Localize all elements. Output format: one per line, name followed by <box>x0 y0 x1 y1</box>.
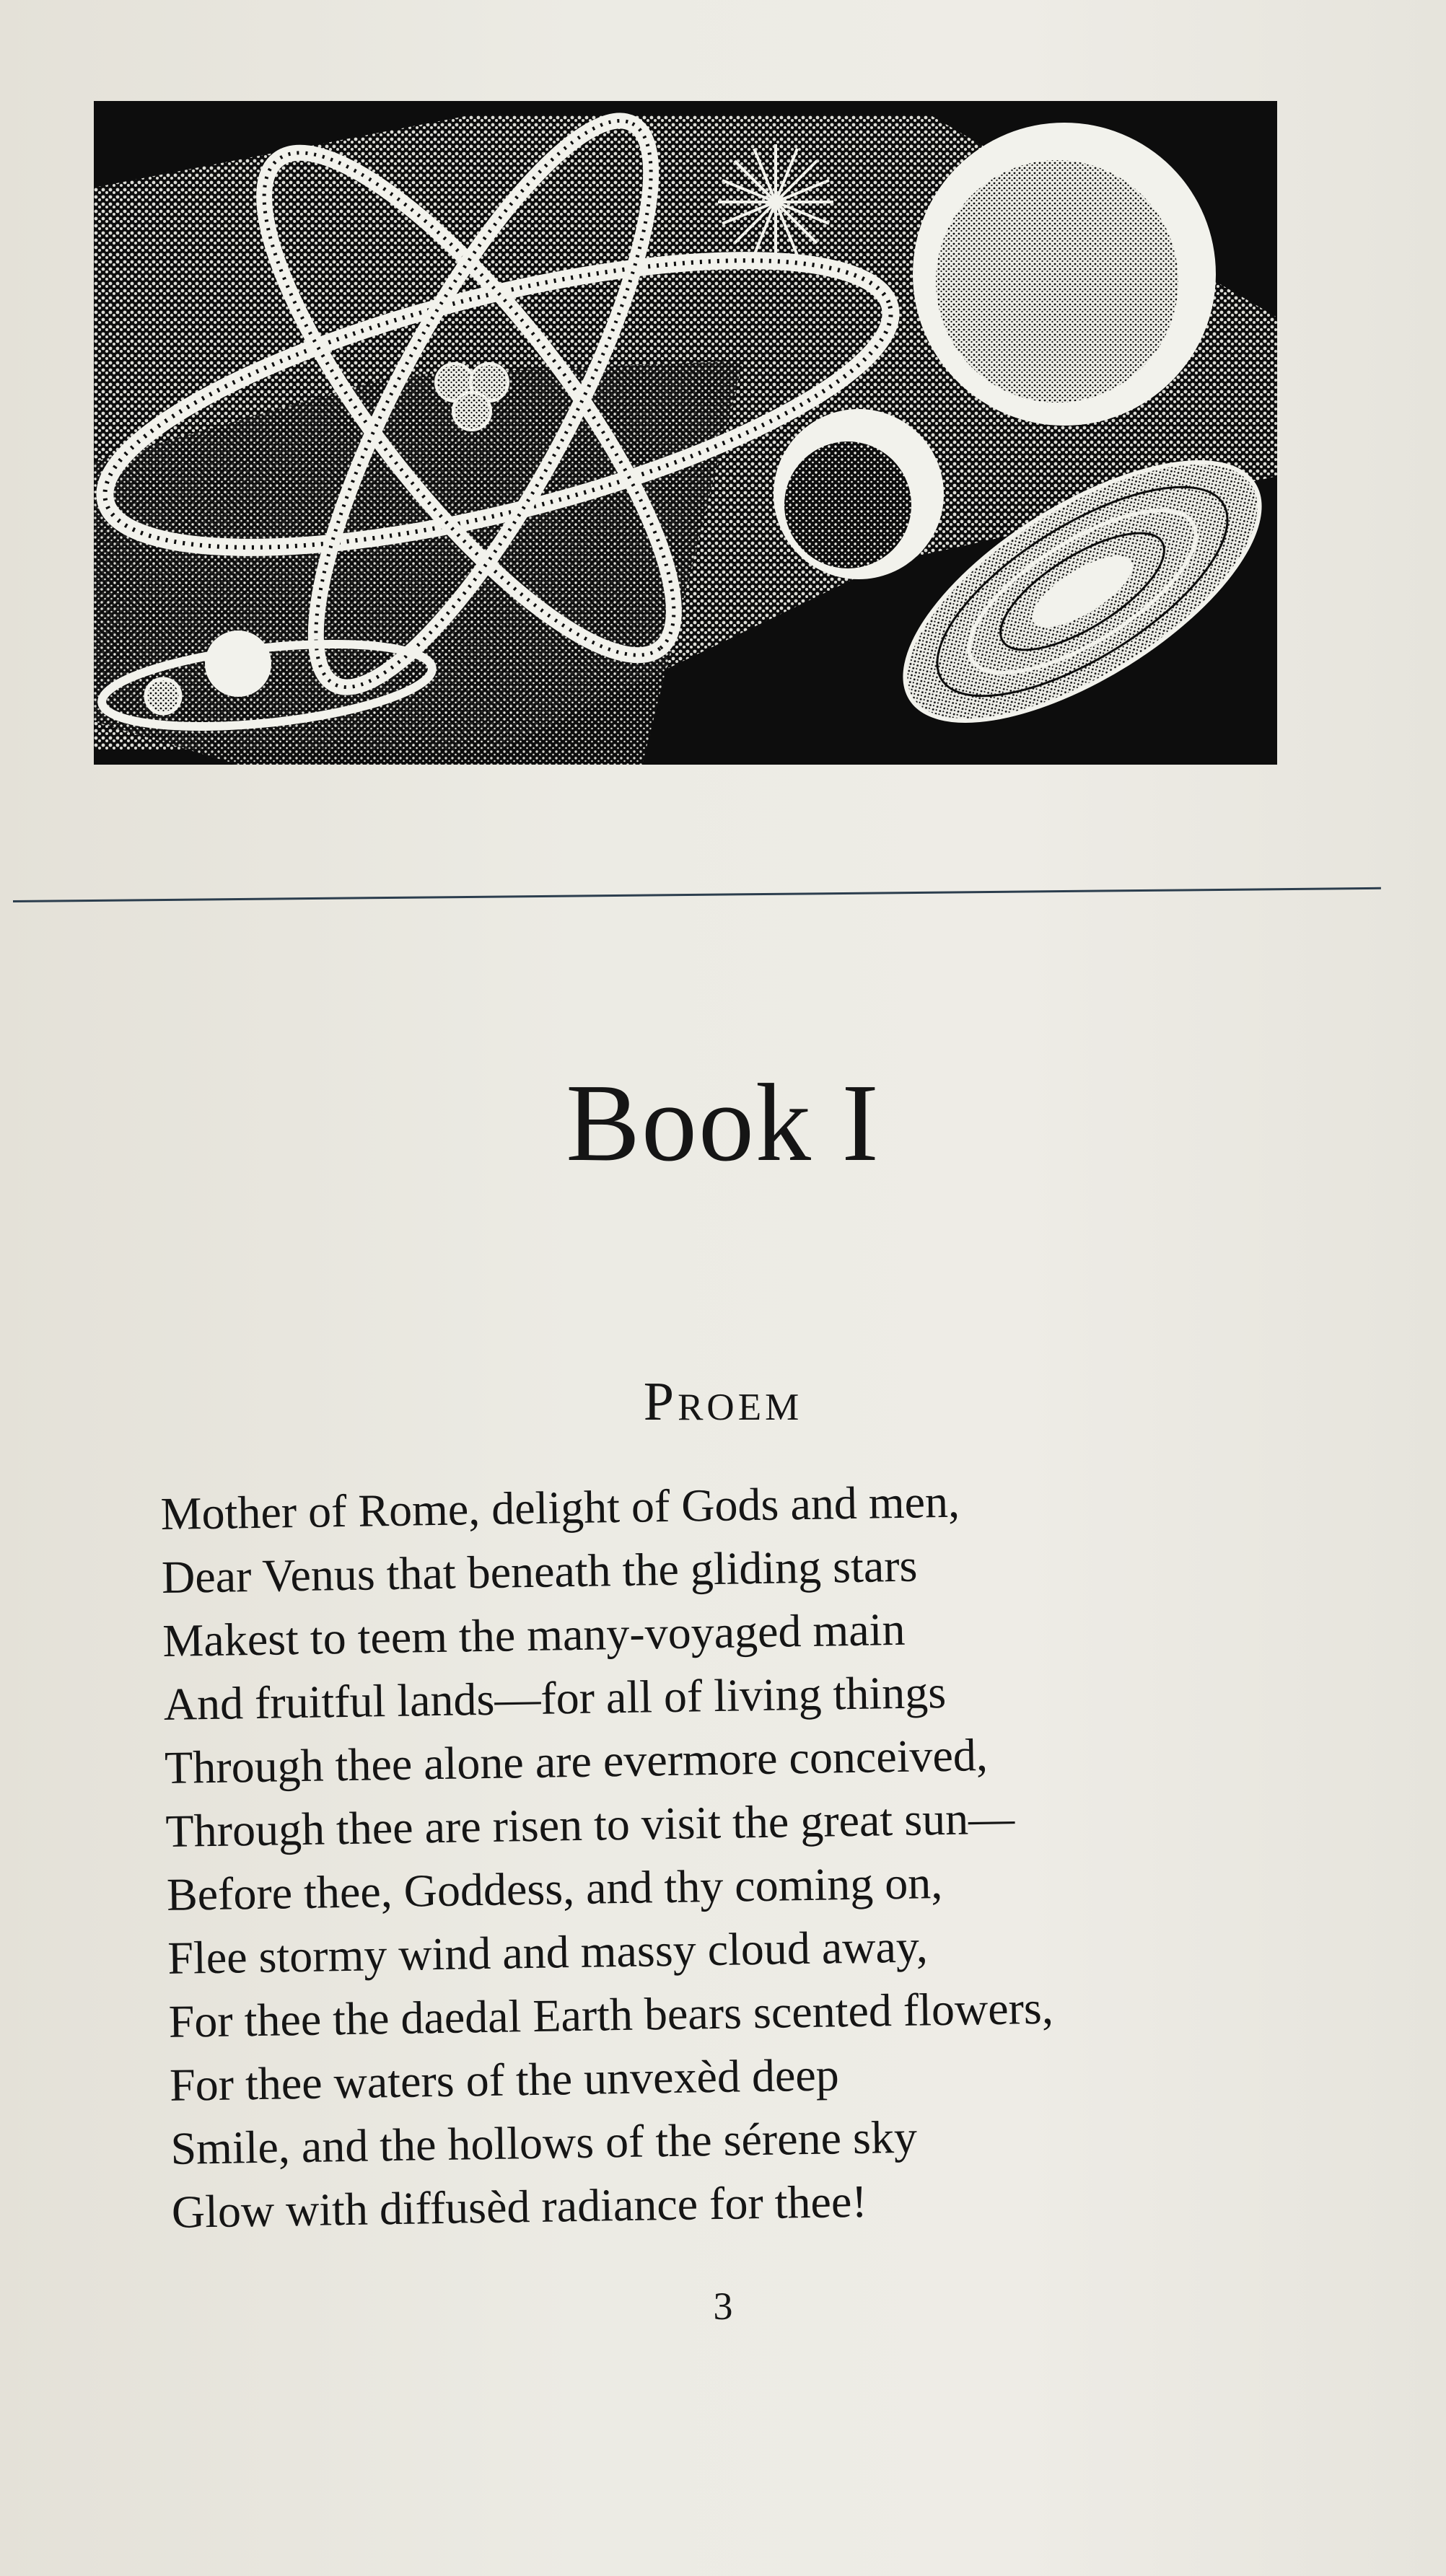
poem-line: Through thee alone are evermore conceived, <box>164 1729 989 1793</box>
small-moon <box>146 679 180 713</box>
poem-line: For thee waters of the unvexèd deep <box>169 2049 840 2111</box>
crescent-planet-shadow <box>784 441 911 568</box>
cosmic-woodcut-illustration <box>94 101 1277 765</box>
poem-line: For thee the daedal Earth bears scented flowers, <box>168 1982 1054 2047</box>
section-title: Proem <box>643 1371 803 1432</box>
poem-line: Mother of Rome, delight of Gods and men, <box>160 1475 960 1539</box>
poem-line: And fruitful lands—for all of living things <box>163 1666 947 1730</box>
horizontal-rule <box>13 887 1381 902</box>
large-sun-core <box>936 160 1178 403</box>
poem-line: Makest to teem the many-voyaged main <box>162 1603 906 1666</box>
poem-line: Glow with diffusèd radiance for thee! <box>171 2175 868 2238</box>
page-number: 3 <box>713 2285 733 2328</box>
poem-line: Flee stormy wind and massy cloud away, <box>167 1920 929 1984</box>
poem-line: Dear Venus that beneath the gliding stars <box>161 1539 918 1603</box>
starburst <box>718 144 833 260</box>
poem-line: Smile, and the hollows of the sérene sky <box>170 2111 918 2174</box>
book-title: Book I <box>566 1062 880 1184</box>
poem-line: Before thee, Goddess, and thy coming on, <box>166 1857 943 1920</box>
poem-line: Through thee are risen to visit the great sun— <box>165 1792 1015 1857</box>
small-planet <box>205 630 271 697</box>
poem <box>160 1464 1341 2244</box>
